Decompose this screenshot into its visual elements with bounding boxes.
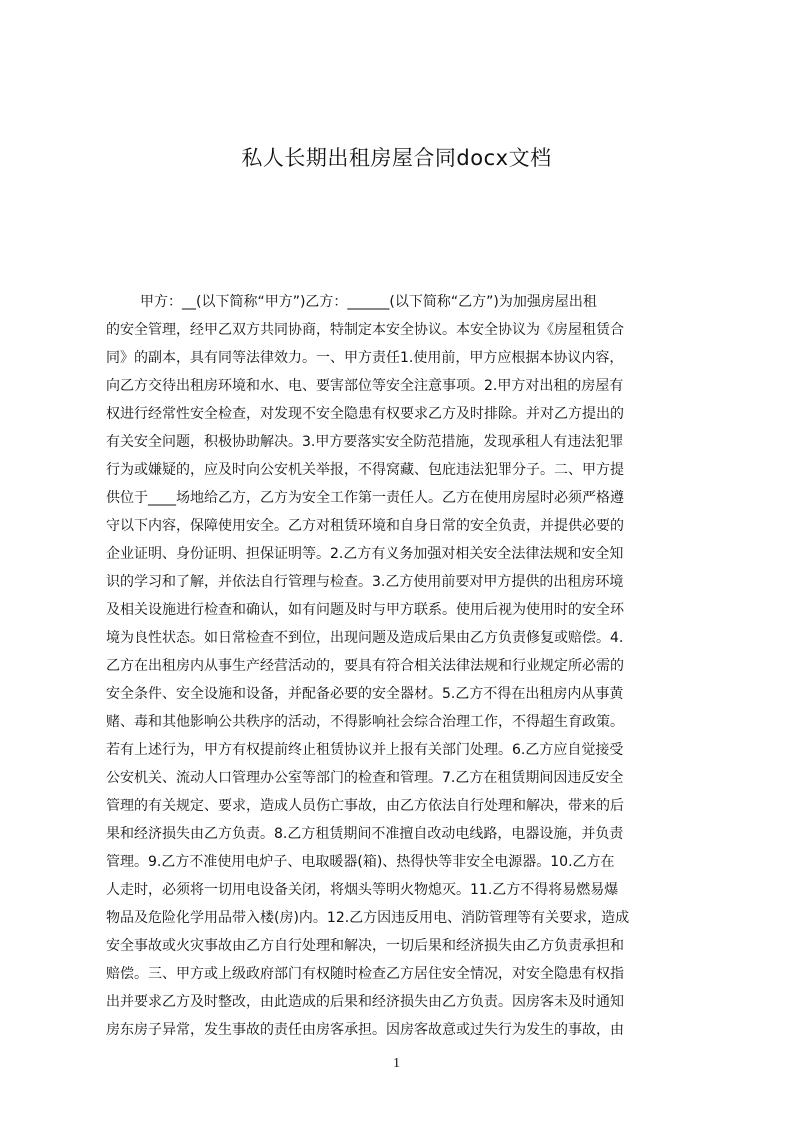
body-line: 人走时，必须将一切用电设备关闭，将烟头等明火物熄灭。11.乙方不得将易燃易爆	[106, 882, 619, 898]
body-line: 守以下内容，保障使用安全。乙方对租赁环境和自身日常的安全负责，并提供必要的	[106, 518, 624, 534]
body-line: 识的学习和了解，并依法自行管理与检查。3.乙方使用前要对甲方提供的出租房环境	[106, 574, 624, 590]
page-number: 1	[393, 1056, 400, 1071]
body-line: 房东房子异常，发生事故的责任由房客承担。因房客故意或过失行为发生的事故，由	[106, 1022, 624, 1038]
body-line: 安全条件、安全设施和设备，并配备必要的安全器材。5.乙方不得在出租房内从事黄	[106, 686, 624, 702]
body-line: 的安全管理，经甲乙双方共同协商，特制定本安全协议。本安全协议为《房屋租赁合	[106, 322, 624, 338]
body-line: 乙方在出租房内从事生产经营活动的，要具有符合相关法律法规和行业规定所必需的	[106, 658, 624, 674]
body-line: 安全事故或火灾事故由乙方自行处理和解决，一切后果和经济损失由乙方负责承担和	[106, 938, 624, 954]
body-line: 赌、毒和其他影响公共秩序的活动，不得影响社会综合治理工作，不得超生育政策。	[106, 714, 624, 730]
document-title: 私人长期出租房屋合同docx文档	[241, 146, 552, 170]
body-line: 行为或嫌疑的，应及时向公安机关举报，不得窝藏、包庇违法犯罪分子。二、甲方提	[106, 462, 624, 478]
body-line: 同》的副本，具有同等法律效力。一、甲方责任1.使用前，甲方应根据本协议内容，	[106, 350, 624, 366]
body-line: 出并要求乙方及时整改，由此造成的后果和经济损失由乙方负责。因房客未及时通知	[106, 994, 624, 1010]
body-line: 物品及危险化学用品带入楼(房)内。12.乙方因违反用电、消防管理等有关要求，造成	[106, 910, 630, 926]
document-body	[106, 288, 698, 1038]
body-line: 及相关设施进行检查和确认，如有问题及时与甲方联系。使用后视为使用时的安全环	[106, 602, 624, 618]
body-line: 赔偿。三、甲方或上级政府部门有权随时检查乙方居住安全情况，对安全隐患有权指	[106, 966, 624, 982]
body-line: 若有上述行为，甲方有权提前终止租赁协议并上报有关部门处理。6.乙方应自觉接受	[106, 742, 624, 758]
body-line: 有关安全问题，积极协助解决。3.甲方要落实安全防范措施，发现承租人有违法犯罪	[106, 434, 624, 450]
body-line: 果和经济损失由乙方负责。8.乙方租赁期间不准擅自改动电线路，电器设施，并负责	[106, 826, 624, 842]
body-line: 管理的有关规定、要求，造成人员伤亡事故，由乙方依法自行处理和解决，带来的后	[106, 798, 624, 814]
body-line: 企业证明、身份证明、担保证明等。2.乙方有义务加强对相关安全法律法规和安全知	[106, 546, 624, 562]
body-line: 权进行经常性安全检查，对发现不安全隐患有权要求乙方及时排除。并对乙方提出的	[106, 406, 624, 422]
body-line: 甲方：__(以下简称“甲方”)乙方：______(以下简称“乙方”)为加强房屋出租	[140, 294, 597, 310]
body-line: 供位于____场地给乙方，乙方为安全工作第一责任人。乙方在使用房屋时必须严格遵	[106, 490, 624, 506]
body-line: 向乙方交待出租房环境和水、电、要害部位等安全注意事项。2.甲方对出租的房屋有	[106, 378, 624, 394]
body-line: 公安机关、流动人口管理办公室等部门的检查和管理。7.乙方在租赁期间因违反安全	[106, 770, 624, 786]
body-line: 管理。9.乙方不准使用电炉子、电取暖器(箱)、热得快等非安全电源器。10.乙方在	[106, 854, 615, 870]
body-line: 境为良性状态。如日常检查不到位，出现问题及造成后果由乙方负责修复或赔偿。4.	[106, 630, 624, 646]
